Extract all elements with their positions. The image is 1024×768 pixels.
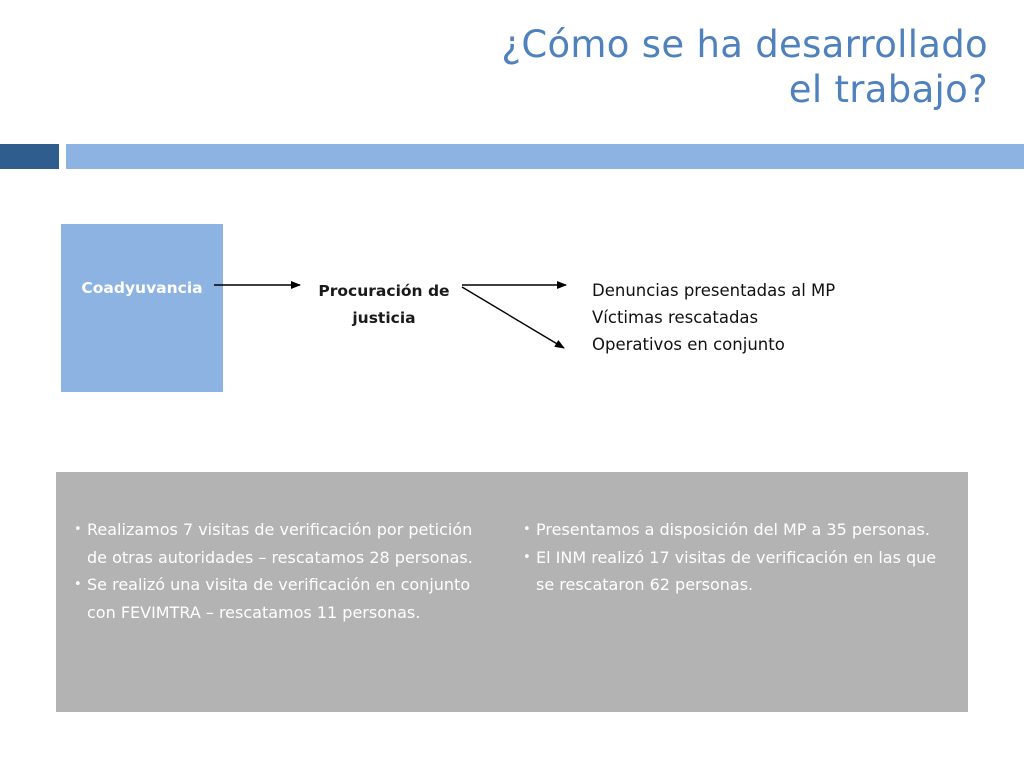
bullet-icon: •	[74, 522, 82, 537]
bullet-text: El INM realizó 17 visitas de verificación en las que se rescataron 62 personas.	[536, 547, 937, 594]
results-list	[592, 277, 835, 358]
result-item-victimas: Víctimas rescatadas	[592, 308, 759, 327]
list-item	[523, 516, 943, 544]
list-item	[74, 516, 494, 571]
list-item	[523, 544, 943, 599]
coadyuvancia-label: Coadyuvancia	[81, 279, 203, 297]
title-line-1: ¿Cómo se ha desarrollado	[501, 23, 988, 66]
arrow-procuracion-to-victimas	[462, 287, 564, 348]
procuracion-label-line-1: Procuración de	[318, 282, 450, 300]
result-item-denuncias: Denuncias presentadas al MP	[592, 281, 836, 300]
bullet-icon: •	[523, 549, 531, 565]
header-bar-light	[66, 144, 1024, 169]
summary-right-list	[523, 516, 943, 599]
procuracion-label	[300, 278, 468, 332]
coadyuvancia-box	[61, 224, 223, 392]
slide-title	[288, 22, 988, 112]
header-bar-dark	[0, 144, 59, 169]
bullet-text: Se realizó una visita de verificación en conjunto con FEVIMTRA – rescatamos 11 personas.	[87, 575, 471, 622]
bullet-icon: •	[523, 522, 531, 537]
list-item	[74, 571, 494, 626]
result-item-operativos: Operativos en conjunto	[592, 335, 785, 354]
bullet-icon: •	[74, 577, 82, 592]
title-line-2: el trabajo?	[788, 68, 988, 111]
bullet-text: Realizamos 7 visitas de verificación por petición de otras autoridades – rescatamos 28 personas.	[87, 520, 473, 567]
summary-left-list	[74, 516, 494, 626]
bullet-text: Presentamos a disposición del MP a 35 personas.	[536, 520, 930, 539]
procuracion-label-line-2: justicia	[352, 309, 416, 327]
